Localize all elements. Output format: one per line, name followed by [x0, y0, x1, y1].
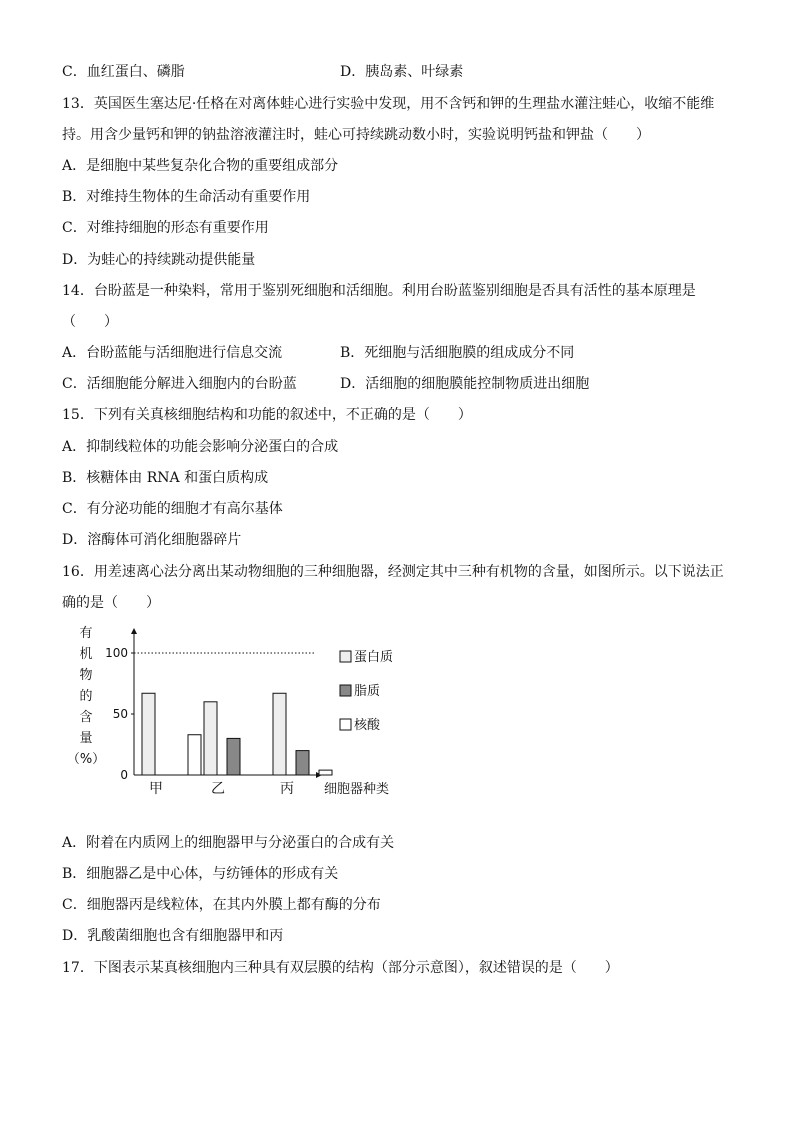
bar-核酸-甲 [188, 735, 201, 775]
x-category-label: 甲 [149, 781, 163, 797]
chart-legend [340, 650, 393, 733]
q16-stem-line1: 16．用差速离心法分离出某动物细胞的三种细胞器，经测定其中三种有机物的含量，如图所示。以下说法正 [62, 564, 724, 580]
chart-bars [142, 693, 332, 775]
q13-stem-line2: 持。用含少量钙和钾的钠盐溶液灌注时，蛙心可持续跳动数小时，实验说明钙盐和钾盐（ ） [62, 127, 650, 143]
y-axis-label-char: 机 [79, 647, 93, 662]
y-axis-label-char: 物 [79, 668, 93, 683]
legend-swatch-核酸 [340, 719, 351, 730]
legend-label: 核酸 [354, 718, 381, 733]
q16-option-a: A．附着在内质网上的细胞器甲与分泌蛋白的合成有关 [62, 835, 395, 851]
q14-option-a: A．台盼蓝能与活细胞进行信息交流 [62, 345, 283, 361]
x-category-label: 乙 [211, 781, 225, 797]
q14-stem-line2: （ ） [62, 314, 118, 330]
q13-option-b: B．对维持生物体的生命活动有重要作用 [62, 189, 311, 205]
q15-option-d: D．溶酶体可消化细胞器碎片 [62, 532, 242, 548]
q16-option-d: D．乳酸菌细胞也含有细胞器甲和丙 [62, 928, 284, 944]
legend-label: 蛋白质 [354, 650, 394, 665]
y-axis-label-char: 量 [79, 731, 93, 746]
y-axis-ticks [105, 646, 134, 782]
bar-脂质-丙 [296, 751, 309, 775]
bar-蛋白质-甲 [142, 693, 155, 775]
bar-蛋白质-乙 [204, 702, 217, 775]
q15-option-b: B．核糖体由 RNA 和蛋白质构成 [62, 470, 269, 486]
y-axis-label-char: 有 [79, 626, 93, 641]
x-axis-categories [149, 781, 294, 797]
bar-核酸-丙 [319, 770, 332, 775]
legend-label: 脂质 [354, 684, 381, 699]
q15-option-a: A．抑制线粒体的功能会影响分泌蛋白的合成 [62, 439, 339, 455]
x-category-label: 丙 [280, 781, 294, 797]
q12-option-c: C．血红蛋白、磷脂 [62, 64, 185, 80]
y-axis-arrow [131, 628, 137, 634]
q17-stem: 17．下图表示某真核细胞内三种具有双层膜的结构（部分示意图），叙述错误的是（ ） [62, 960, 619, 976]
legend-swatch-蛋白质 [340, 651, 351, 662]
y-axis-label-char: 的 [79, 689, 93, 704]
y-tick-label: 0 [120, 768, 128, 782]
q14-option-d: D．活细胞的细胞膜能控制物质进出细胞 [340, 376, 590, 392]
q15-option-c: C．有分泌功能的细胞才有高尔基体 [62, 501, 283, 517]
q13-option-d: D．为蛙心的持续跳动提供能量 [62, 252, 256, 268]
y-tick-label: 50 [112, 707, 128, 721]
y-axis-label-char: （%） [66, 752, 106, 767]
bar-脂质-乙 [227, 738, 240, 775]
q12-option-d: D．胰岛素、叶绿素 [340, 64, 464, 80]
organelle-content-bar-chart [62, 620, 407, 800]
legend-swatch-脂质 [340, 685, 351, 696]
q14-stem-line1: 14．台盼蓝是一种染料，常用于鉴别死细胞和活细胞。利用台盼蓝鉴别细胞是否具有活性的基本原理是 [62, 283, 696, 299]
bar-蛋白质-丙 [273, 693, 286, 775]
q16-option-c: C．细胞器丙是线粒体，在其内外膜上都有酶的分布 [62, 897, 381, 913]
q14-option-b: B．死细胞与活细胞膜的组成成分不同 [340, 345, 575, 361]
y-axis-label [67, 626, 105, 767]
q16-option-b: B．细胞器乙是中心体，与纺锤体的形成有关 [62, 866, 339, 882]
q13-option-a: A．是细胞中某些复杂化合物的重要组成部分 [62, 158, 339, 174]
q16-stem-line2: 确的是（ ） [62, 595, 160, 611]
q14-option-c: C．活细胞能分解进入细胞内的台盼蓝 [62, 376, 297, 392]
q13-option-c: C．对维持细胞的形态有重要作用 [62, 220, 269, 236]
y-tick-label: 100 [105, 646, 128, 660]
y-axis-label-char: 含 [79, 710, 93, 725]
q13-stem-line1: 13．英国医生塞达尼·任格在对离体蛙心进行实验中发现，用不含钙和钾的生理盐水灌注蛙心，收缩不能维 [62, 96, 715, 112]
q15-stem: 15．下列有关真核细胞结构和功能的叙述中，不正确的是（ ） [62, 407, 472, 423]
x-axis-label: 细胞器种类 [324, 782, 390, 797]
